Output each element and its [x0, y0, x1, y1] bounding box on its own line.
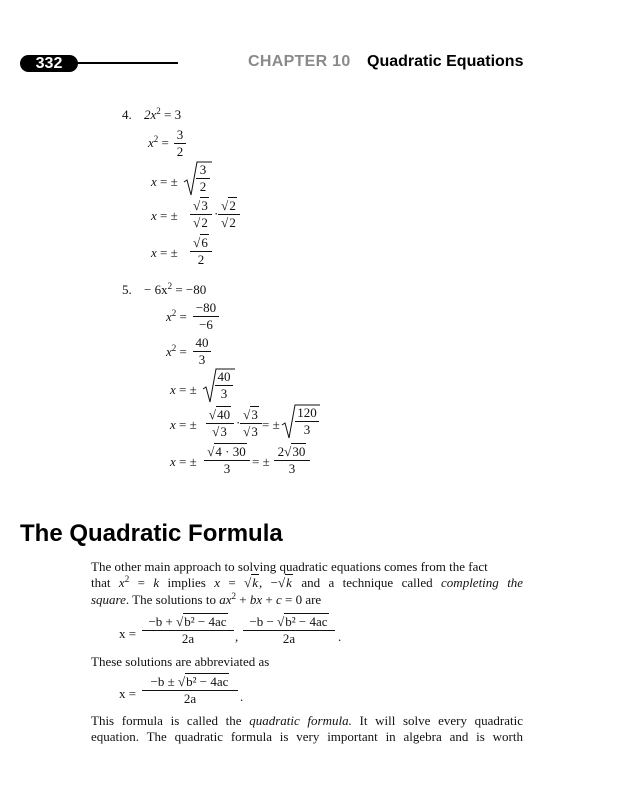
chapter-label: CHAPTER 10: [248, 53, 351, 70]
paragraph-1-line-1: The other main approach to solving quadratic equations comes from the fact: [91, 559, 488, 574]
formula-2-fraction: −b ± √b² − 4ac 2a: [142, 675, 238, 706]
formula-1-fraction-2: −b − √b² − 4ac 2a: [243, 615, 335, 646]
problem-4-number: 4.: [122, 107, 132, 122]
problem-5-step-4-fraction-1: √40 √3: [206, 408, 234, 439]
problem-4-step-2-fraction: 3 2: [196, 163, 210, 194]
formula-1-fraction-1: −b + √b² − 4ac 2a: [142, 615, 234, 646]
paragraph-3-line-1: This formula is called the quadratic formula. It will solve every quadratic: [91, 713, 523, 728]
problem-5-step-3-fraction: 40 3: [215, 370, 233, 401]
problem-5-step-1-fraction: −80 −6: [193, 301, 219, 332]
section-heading: The Quadratic Formula: [20, 520, 283, 547]
problem-4-step-1-lhs: $x^2$ =: [148, 134, 169, 150]
problem-5-equation: − $6x^2 = -80$: [144, 281, 207, 297]
paragraph-1-line-3: square. The solutions to $ax^2$ + bx + c = 0 are: [91, 591, 322, 607]
problem-5-step-1-lhs: $x^2$ =: [166, 308, 187, 324]
formula-1-comma: ,: [235, 629, 239, 644]
problem-5-step-3-lhs: x = ±: [170, 382, 197, 397]
chapter-title: Quadratic Equations: [367, 53, 524, 70]
formula-2-lhs: x =: [119, 686, 137, 701]
problem-4-step-2-lhs: x = ±: [151, 174, 178, 189]
problem-5-step-4-equals: = ±: [262, 417, 280, 432]
problem-5-number: 5.: [122, 282, 132, 297]
header-rule: [70, 62, 178, 64]
problem-5-step-5-fraction-1: √4 · 30 3: [204, 445, 250, 476]
problem-5-step-5-fraction-2: 2√30 3: [274, 445, 310, 476]
problem-4-step-4-fraction: √6 2: [190, 236, 212, 267]
problem-5-step-2-fraction: 40 3: [193, 336, 211, 367]
problem-5-step-5-lhs: x = ±: [170, 454, 197, 469]
problem-4-step-4-lhs: x = ±: [151, 245, 178, 260]
problem-5-step-4-dot: ·: [236, 415, 241, 430]
problem-4-step-1-fraction: 3 2: [174, 128, 186, 159]
problem-5-step-2-lhs: $x^2$ =: [166, 343, 187, 359]
page-number-badge: 332: [20, 55, 78, 72]
formula-2-period: .: [240, 689, 244, 704]
problem-4-step-3-dot: ·: [214, 206, 219, 221]
problem-4-equation: $2x^2 = 3$: [144, 106, 182, 122]
problem-4-step-3-fraction-2: √2 √2: [218, 199, 240, 230]
formula-1-lhs: x =: [119, 626, 137, 641]
problem-5-step-4-lhs: x = ±: [170, 417, 197, 432]
problem-5-step-5-equals: = ±: [252, 454, 270, 469]
problem-4-step-3-lhs: x = ±: [151, 208, 178, 223]
paragraph-2: These solutions are abbreviated as: [91, 654, 270, 669]
paragraph-1-line-2: that $x^2 = k$ implies x = √k, −√k and a technique called completing the: [91, 574, 524, 590]
problem-5-step-4-fraction-2: √3 √3: [240, 408, 262, 439]
problem-4-step-3-fraction-1: √3 √2: [190, 199, 212, 230]
formula-1-period: .: [338, 629, 342, 644]
paragraph-3-line-2: equation. The quadratic formula is very important in algebra and is worth: [91, 729, 523, 744]
problem-5-step-4-fraction-3: 120 3: [295, 406, 319, 437]
